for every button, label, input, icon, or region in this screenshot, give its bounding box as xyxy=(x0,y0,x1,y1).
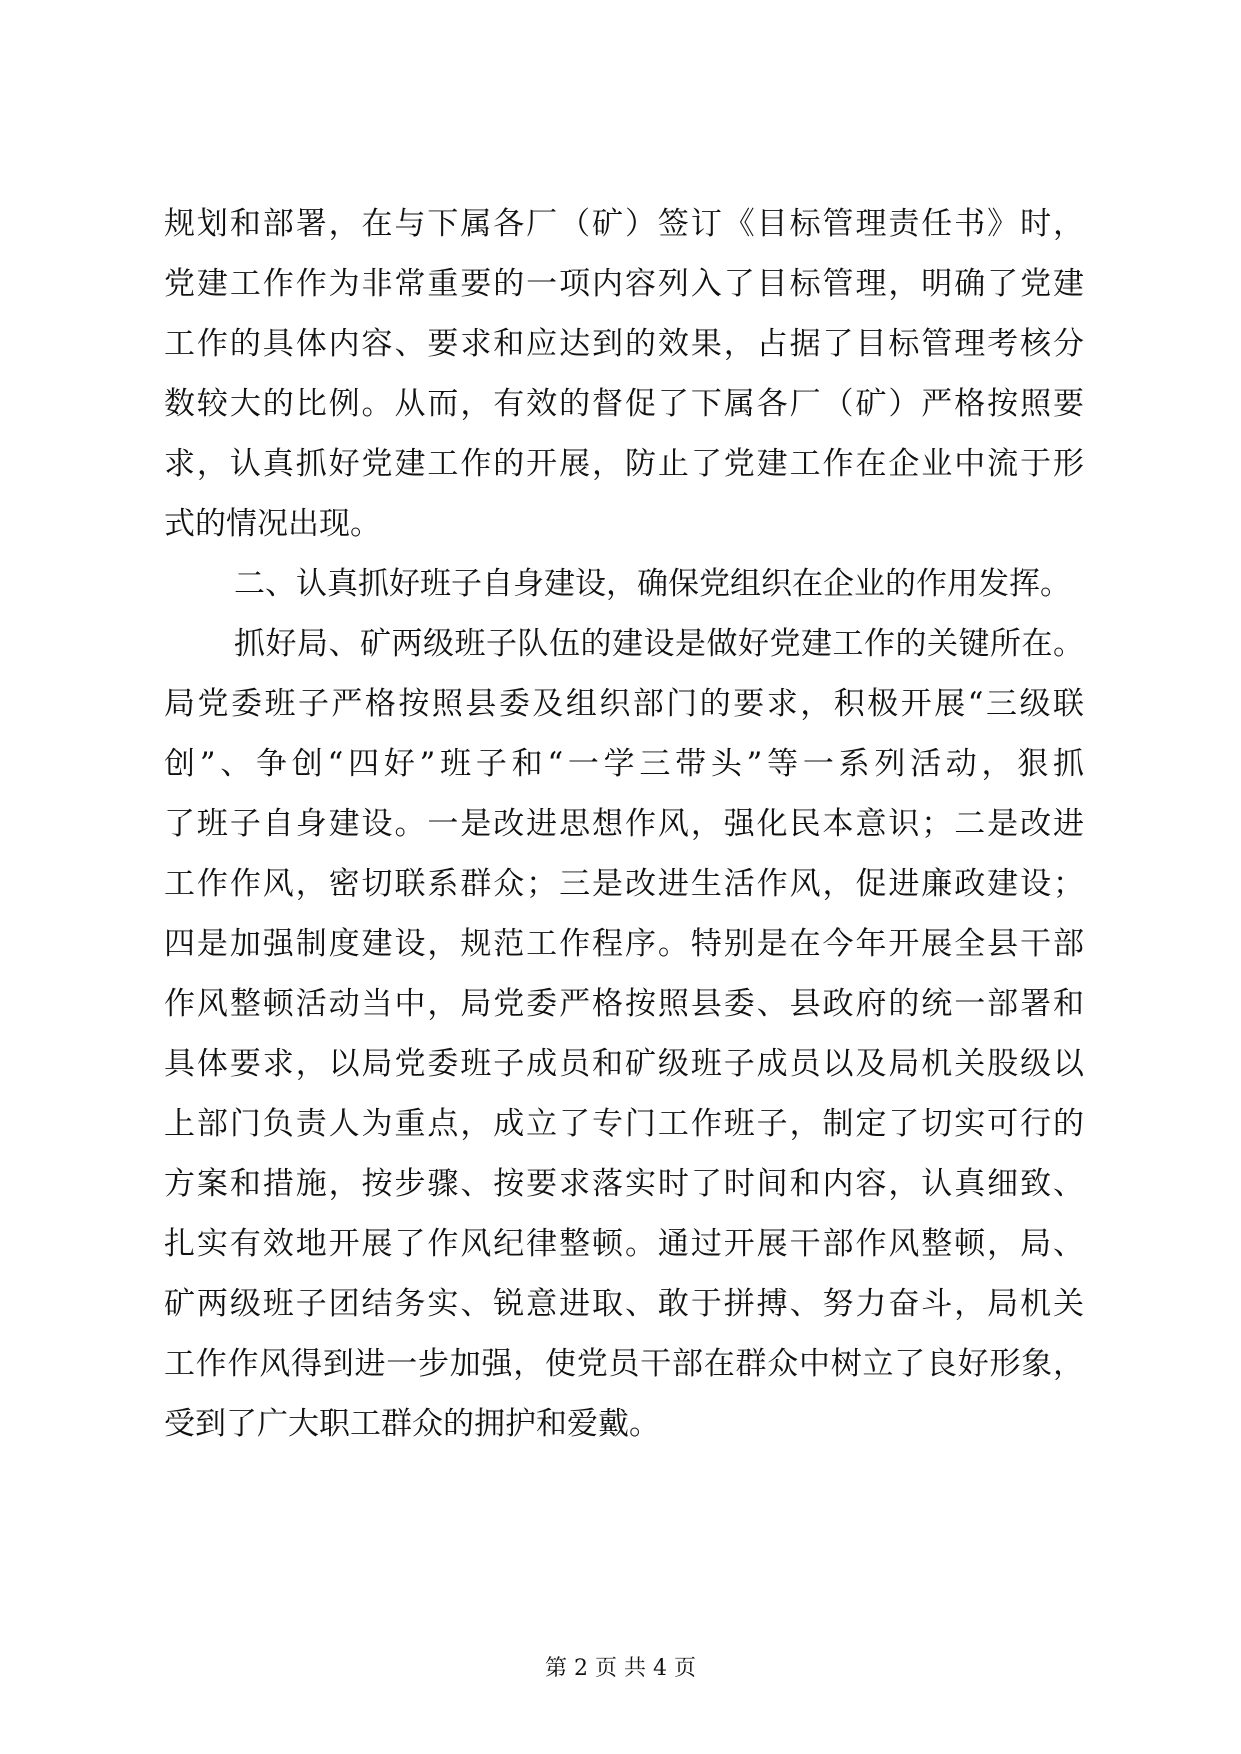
text-line: 数较大的比例。从而，有效的督促了下属各厂（矿）严格按照要 xyxy=(164,386,1084,422)
text-line: 了班子自身建设。一是改进思想作风，强化民本意识；二是改进 xyxy=(164,806,1084,842)
body-text xyxy=(164,194,1084,1454)
text-line: 局党委班子严格按照县委及组织部门的要求，积极开展“三级联 xyxy=(164,686,1084,722)
text-line: 上部门负责人为重点，成立了专门工作班子，制定了切实可行的 xyxy=(164,1106,1084,1142)
text-line: 工作作风得到进一步加强，使党员干部在群众中树立了良好形象， xyxy=(164,1346,1084,1382)
text-line: 求，认真抓好党建工作的开展，防止了党建工作在企业中流于形 xyxy=(164,446,1084,482)
text-line: 矿两级班子团结务实、锐意进取、敢于拼搏、努力奋斗，局机关 xyxy=(164,1286,1084,1322)
page-number-footer: 第 2 页 共 4 页 xyxy=(545,1656,696,1681)
text-line: 工作作风，密切联系群众；三是改进生活作风，促进廉政建设； xyxy=(164,866,1084,902)
text-line: 具体要求，以局党委班子成员和矿级班子成员以及局机关股级以 xyxy=(164,1046,1084,1082)
text-line: 方案和措施，按步骤、按要求落实时了时间和内容，认真细致、 xyxy=(164,1166,1084,1202)
text-line: 创”、争创“四好”班子和“一学三带头”等一系列活动，狠抓 xyxy=(164,746,1084,782)
text-line: 受到了广大职工群众的拥护和爱戴。 xyxy=(164,1406,660,1442)
text-line: 规划和部署，在与下属各厂（矿）签订《目标管理责任书》时， xyxy=(164,206,1084,242)
section-heading: 二、认真抓好班子自身建设，确保党组织在企业的作用发挥。 xyxy=(234,566,1071,602)
text-line: 四是加强制度建设，规范工作程序。特别是在今年开展全县干部 xyxy=(164,926,1084,962)
text-line: 党建工作作为非常重要的一项内容列入了目标管理，明确了党建 xyxy=(164,266,1084,302)
text-line: 工作的具体内容、要求和应达到的效果，占据了目标管理考核分 xyxy=(164,326,1084,362)
text-line: 作风整顿活动当中，局党委严格按照县委、县政府的统一部署和 xyxy=(164,986,1084,1022)
text-line: 抓好局、矿两级班子队伍的建设是做好党建工作的关键所在。 xyxy=(234,626,1084,662)
text-line: 扎实有效地开展了作风纪律整顿。通过开展干部作风整顿，局、 xyxy=(164,1226,1084,1262)
text-line: 式的情况出现。 xyxy=(164,506,381,542)
